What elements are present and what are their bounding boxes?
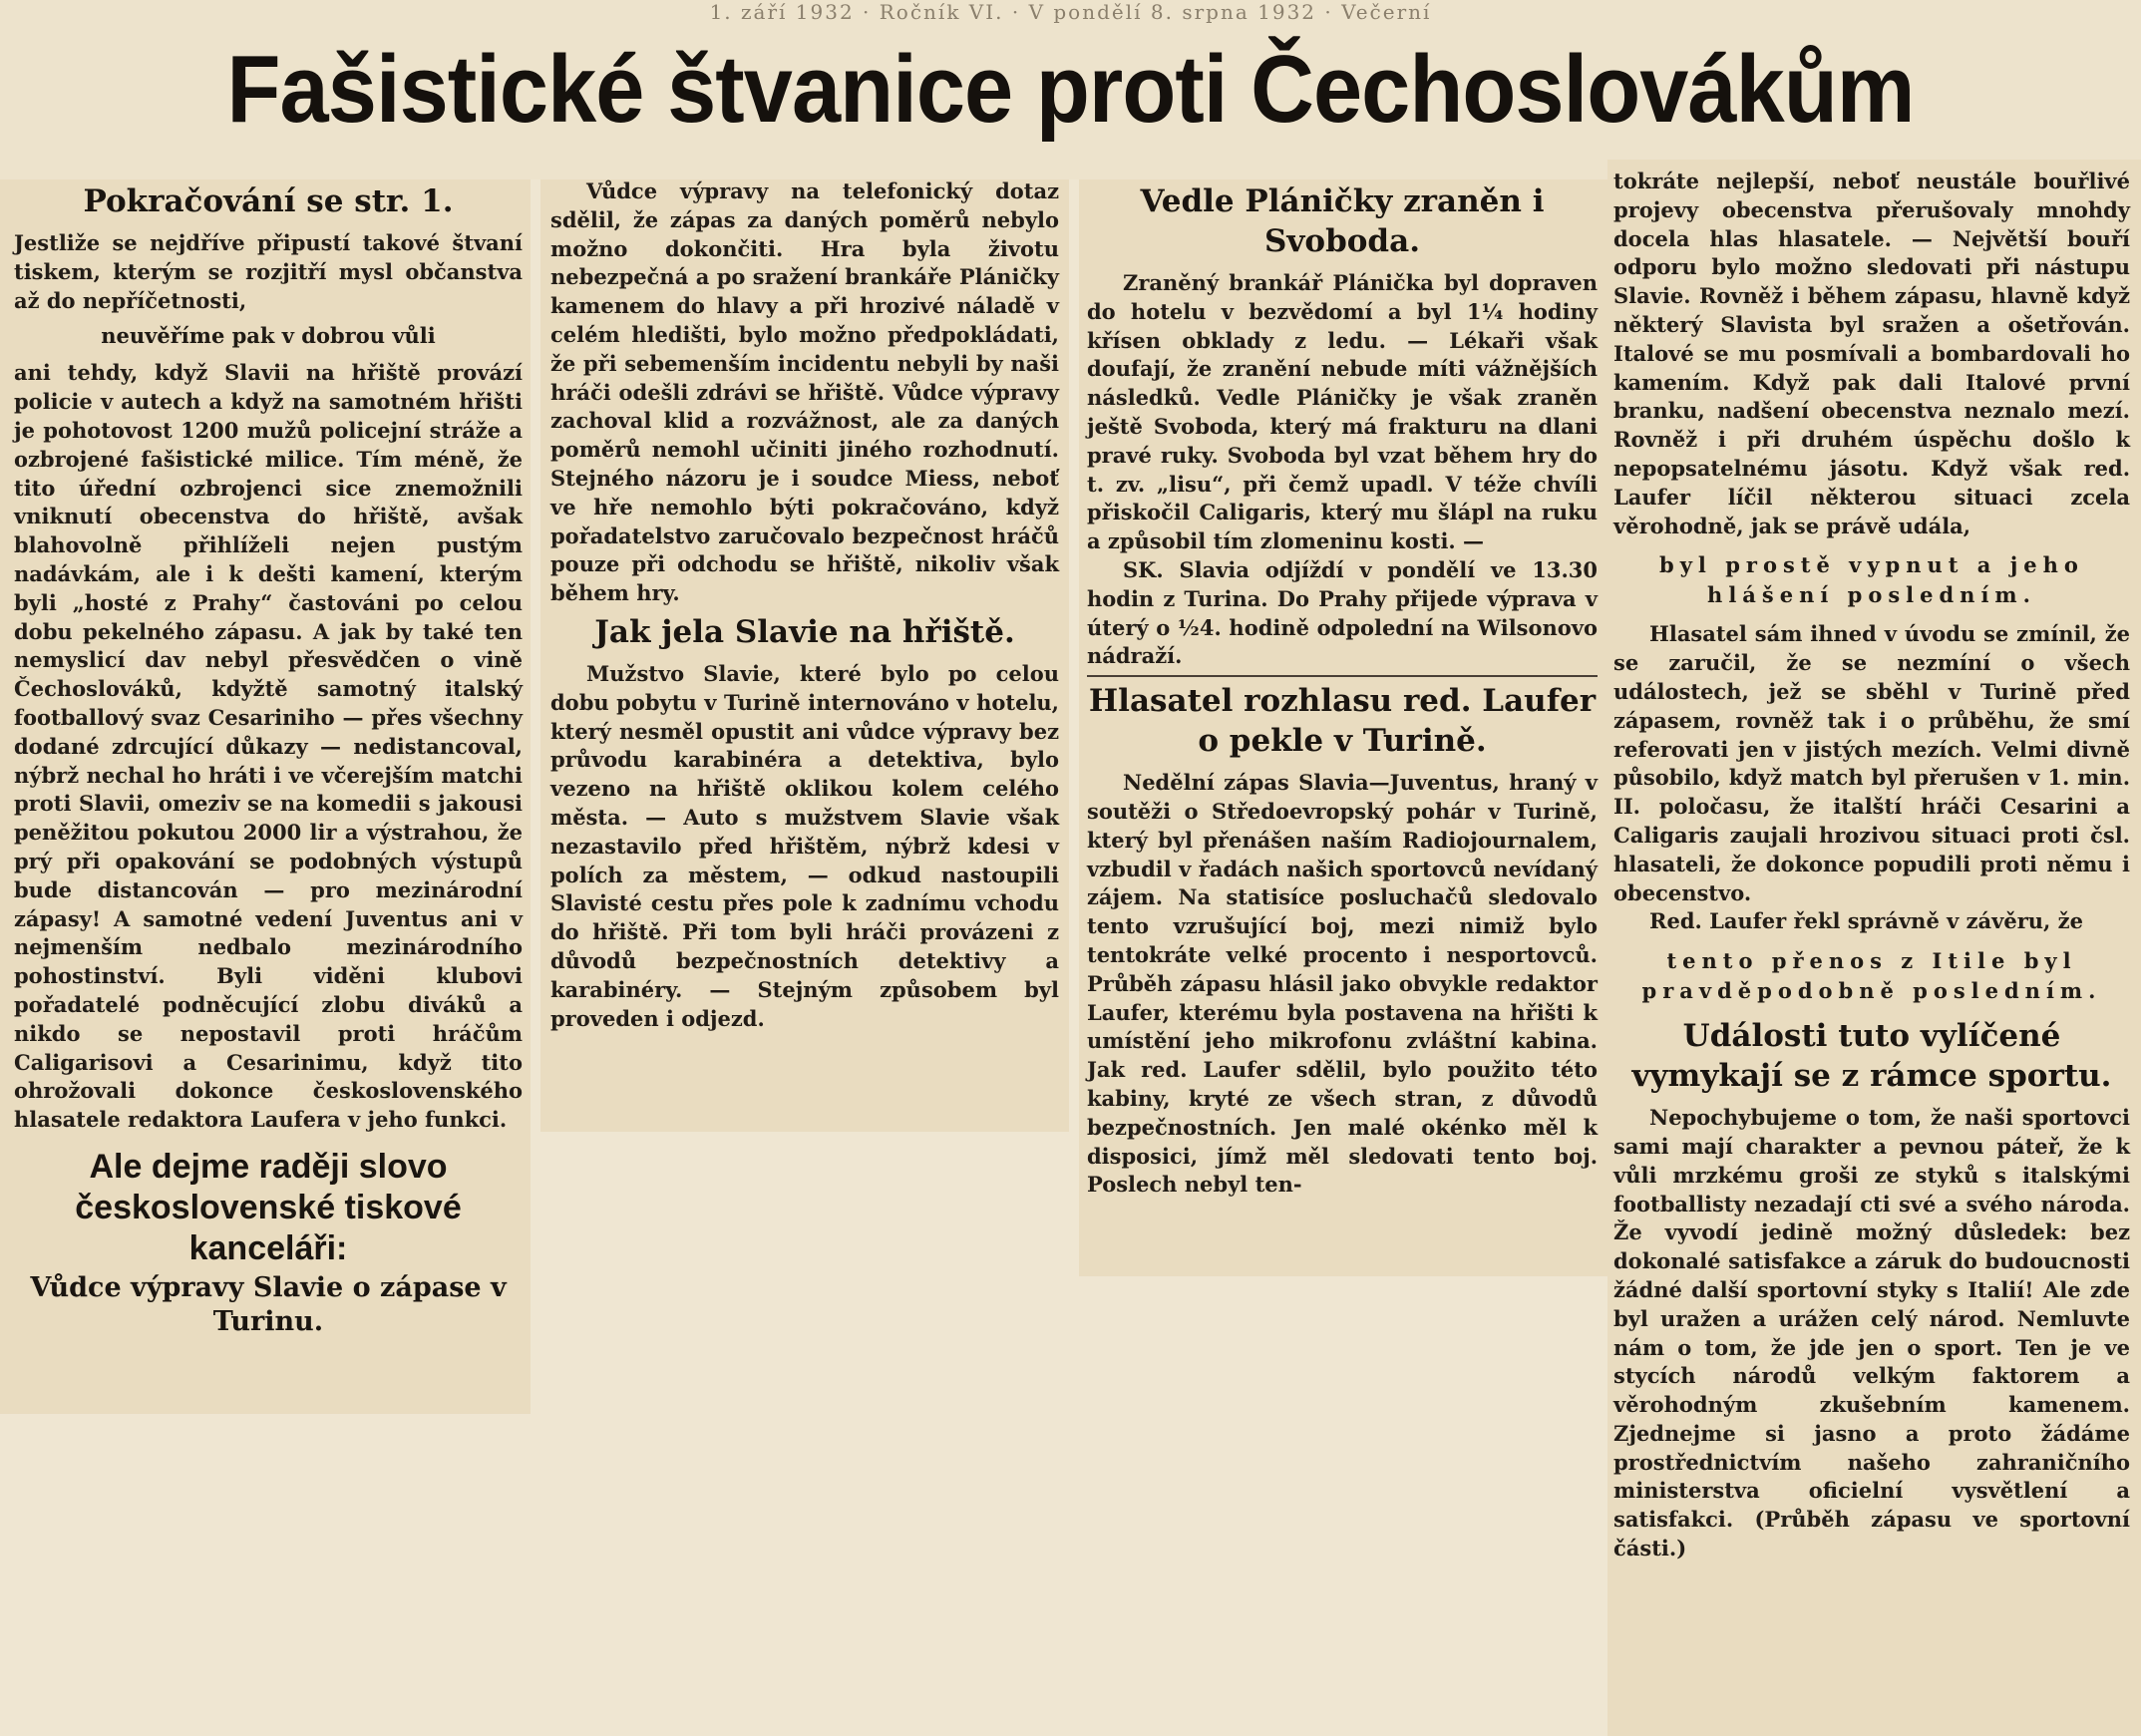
paragraph: Mužstvo Slavie, které bylo po celou dobu pobytu v Turině internováno v hotelu, který nesměl opustit ani vůdce výpravy bez průvodu karabinéra a detektiva, bylo vezeno na hřiště oklikou kolem celého města. — Auto s mužstvem Slavie však nezastavilo před hřištěm, nýbrž kdesi v polích za městem, — odkud nastoupili Slavisté cestu přes pole k zadnímu vchodu do hřiště. Při tom byli hráči provázeni z důvodů bezpečnostních detektivy a karabinéry. — Stejným způsobem byl proveden i odjezd.	[550, 660, 1059, 1031]
paragraph: Nedělní zápas Slavia—Juventus, hraný v soutěži o Středoevropský pohár v Turině, který byl přenášen naším Radiojournalem, vzbudil v řadách našich sportovců nevídaný zájem. Na statisíce posluchačů sledovalo tento vzrušující boj, mezi nimiž bylo tentokráte velké procento i nesportovců. Průběh zápasu hlásil jako obvykle redaktor Laufer, kterému byla postavena na hřišti k umístění jeho mikrofonu zvláštní kabina. Jak red. Laufer sdělil, bylo použito této kabiny, kryté ze všech stran, z důvodů bezpečnostních. Jen malé okénko měl k disposici, jímž měl sledovati tento boj. Poslech nebyl ten-	[1087, 770, 1598, 1198]
section-subhead: Vedle Pláničky zraněn i Svoboda.	[1140, 183, 1545, 259]
spaced-emphasis: byl prostě vypnut a jeho hlášení posledním.	[1659, 552, 2084, 608]
paragraph: Zraněný brankář Plánička byl dopraven do hotelu v bezvědomí a byl 1¼ hodiny křísen obklady z ledu. — Lékaři však doufají, že zranění nebude míti vážnějších následků. Vedle Pláničky je však zraněn ještě Svoboda, který má frakturu na dlani pravé ruky. Svoboda byl vzat během hry do t. zv. „lisu“, při čemž upadl. V téže chvíli přiskočil Caligaris, který mu šlápl na ruku a způsobil tím zlomeninu kosti. —	[1087, 270, 1598, 554]
section-subhead: Jak jela Slavie na hřiště.	[594, 613, 1015, 650]
divider	[1087, 675, 1598, 677]
column-4	[1613, 168, 2130, 1563]
paragraph: Red. Laufer řekl správně v závěru, že	[1649, 908, 2083, 934]
paragraph: Vůdce výpravy na telefonický dotaz sdělil, že zápas za daných poměrů nebylo možno dokončiti. Hra byla životu nebezpečná a po sražení brankáře Pláničky kamenem do hlavy a při hrozivé náladě v celém hledišti, bylo možno předpokládati, že při sebemenším incidentu nebyli by naši hráči odešli zdrávi se hřiště. Vůdce výpravy zachoval klid a rozvážnost, ale za daných poměrů nemohl učiniti jiného rozhodnutí. Stejného názoru je i soudce Miess, neboť ve hře nemohlo býti pokračováno, když pořadatelstvo zaručovalo bezpečnost hráčů pouze při odchodu se hřiště, nikoliv však během hry.	[550, 178, 1059, 606]
column-2	[550, 177, 1059, 1033]
emphasis-line: neuvěříme pak v dobrou vůli	[101, 323, 436, 349]
section-subhead: Vůdce výpravy Slavie o zápase v Turinu.	[30, 1271, 507, 1337]
paragraph: Nepochybujeme o tom, že naši sportovci sami mají charakter a pevnou páteř, že k vůli mrzkému groši ze styků s italskými footballisty nezadají cti své a svého národa. Že vyvodí jedině možný důsledek: bez dokonalé satisfakce a záruk do budoucnosti žádné další sportovní styky s Italií! Ale zde byl uražen a urážen celý národ. Nemluvte nám o tom, že jde jen o sport. Ten je ve stycích národů velkým faktorem a věrohodným zkušebním kamenem. Zjednejme si jasno a proto žádáme prostřednictvím našeho zahraničního ministerstva oficielní vysvětlení a satisfakci. (Průběh zápasu ve sportovní části.)	[1613, 1105, 2130, 1562]
paragraph: tokráte nejlepší, neboť neustále bouřlivé projevy obecenstva přerušovaly mnohdy docela hlas hlasatele. — Největší bouří odporu bylo možno sledovati při nástupu Slavie. Rovněž i během zápasu, hlavně když některý Slavista byl sražen a ošetřován. Italové se mu posmívali a bombardovali ho kamením. Když pak dali Italové první branku, nadšení obecenstva neznalo mezí. Rovněž i při druhém úspěchu došlo k nepopsatelnému jásotu. Když však red. Laufer líčil některou situaci zcela věrohodně, jak se právě udála,	[1613, 169, 2130, 538]
paragraph: ani tehdy, když Slavii na hřiště provází policie v autech a když na samotném hřišti je pohotovost 1200 mužů policejní stráže a ozbrojené fašistické milice. Tím méně, že tito úřední ozbrojenci sice znemožnili vniknutí obecenstva do hřiště, avšak blahovolně přihlíželi nejen pustým nadávkám, ale i k dešti kamení, kterým byli „hosté z Prahy“ častováni po celou dobu pekelného zápasu. A jak by také ten nemyslicí dav nebyl přesvědčen o vině Čechoslováků, kdyžtě samotný italský footballový svaz Cesariniho — přes všechny dodané zdrcující důkazy — nedistancoval, nýbrž nechal ho hráti i ve včerejším matchi proti Slavii, omeziv se na komedii s jakousi peněžitou pokutou 2000 lir a výstrahou, že prý při opakování se podobných výstupů bude distancován — pro mezinárodní zápasy! A samotné vedení Juventus ani v nejmenším nedbalo mezinárodního pohostinství. Byli viděni klubovi pořadatelé podněcující zlobu diváků a nikdo se nepostavil proti hráčům Caligarisovi a Cesarinimu, když tito ohrožovali dokonce československého hlasatele redaktora Laufera v jeho funkci.	[14, 360, 523, 1133]
masthead-strip: 1. září 1932 · Ročník VI. · V pondělí 8. srpna 1932 · Večerní	[709, 0, 1432, 24]
column-3	[1087, 177, 1598, 1200]
section-subhead: Hlasatel rozhlasu red. Laufer o pekle v Turině.	[1088, 683, 1597, 760]
section-subhead: Události tuto vylíčené vymykají se z rámce sportu.	[1631, 1018, 2112, 1095]
continuation-subhead: Pokračování se str. 1.	[83, 183, 454, 219]
paragraph: Jestliže se nejdříve připustí takové štvaní tiskem, kterým se rozjitří mysl občanstva až do nepříčetnosti,	[14, 230, 523, 313]
column-1	[14, 177, 523, 1339]
paragraph: SK. Slavia odjíždí v pondělí ve 13.30 hodin z Turina. Do Prahy přijede výprava v úterý o ½4. hodině odpolední na Wilsonovo nádraží.	[1087, 556, 1598, 669]
spaced-emphasis: tento přenos z Itile byl pravděpodobně posledním.	[1641, 948, 2102, 1004]
article-headline: Fašistické štvanice proti Čechoslovákům	[226, 36, 1915, 143]
section-subhead: Ale dejme raději slovo československé tiskové kanceláři:	[75, 1147, 462, 1267]
paragraph: Hlasatel sám ihned v úvodu se zmínil, že se zaručil, že se nezmíní o všech událostech, jež se sběhl v Turině před zápasem, rovněž tak i o průběhu, že smí referovati jen v jistých mezích. Velmi divně působilo, když match byl přerušen v 1. min. II. poločasu, že italští hráči Cesarini a Caligaris zaujali hrozivou situaci proti čsl. hlasateli, že dokonce popudili proti němu i obecenstvo.	[1613, 621, 2130, 905]
